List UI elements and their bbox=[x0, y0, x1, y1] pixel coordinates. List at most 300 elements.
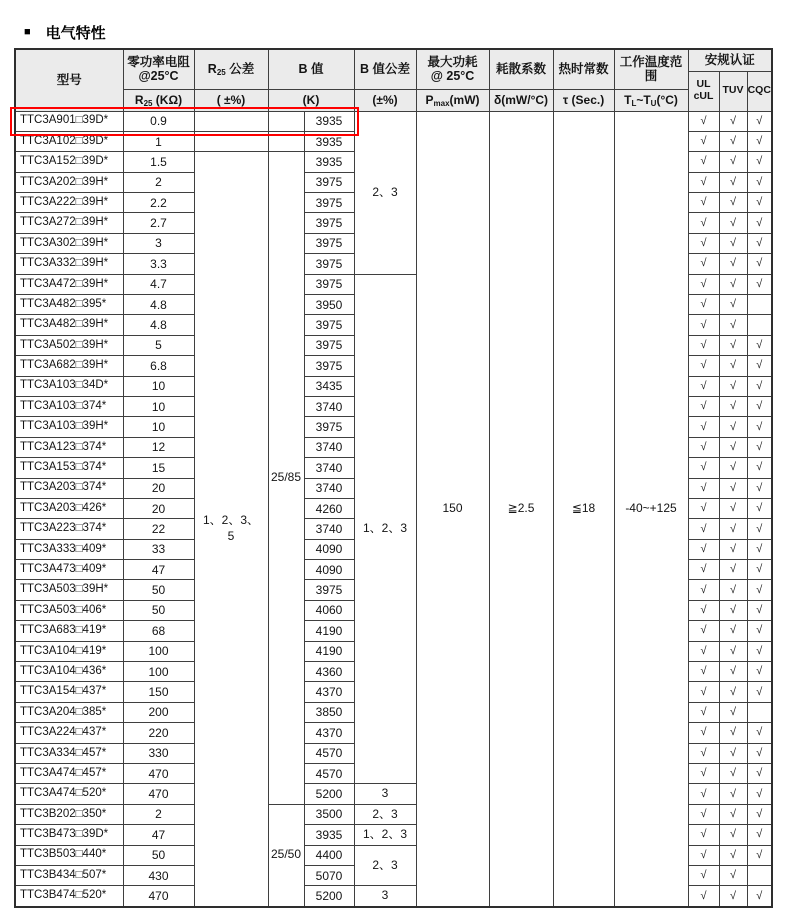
r25-cell: 20 bbox=[123, 478, 194, 498]
tuv-cell: √ bbox=[719, 335, 747, 355]
b-cell: 3975 bbox=[304, 254, 354, 274]
ul-cell: √ bbox=[688, 498, 719, 518]
tuv-cell: √ bbox=[719, 662, 747, 682]
tuv-cell: √ bbox=[719, 437, 747, 457]
cul-line: cUL bbox=[693, 90, 714, 102]
r25_tol-merged-cell bbox=[194, 111, 268, 131]
temp-unit-s1: L bbox=[631, 98, 637, 108]
ul-cell: √ bbox=[688, 274, 719, 294]
b-cell: 5200 bbox=[304, 886, 354, 907]
r25-cell: 1.5 bbox=[123, 152, 194, 172]
r25-cell: 20 bbox=[123, 498, 194, 518]
tuv-cell: √ bbox=[719, 539, 747, 559]
col-header-r25-line1: 零功率电阻 bbox=[127, 54, 190, 69]
cqc-cell: √ bbox=[747, 233, 772, 253]
cqc-cell: √ bbox=[747, 152, 772, 172]
col-header-r25 bbox=[123, 49, 194, 89]
col-header-r25-line2: @25°C bbox=[138, 69, 179, 84]
ul-cell: √ bbox=[688, 662, 719, 682]
r25-cell: 100 bbox=[123, 641, 194, 661]
cqc-cell: √ bbox=[747, 254, 772, 274]
b_tol-merged-cell bbox=[354, 274, 416, 784]
cqc-cell: √ bbox=[747, 335, 772, 355]
r25-cell: 6.8 bbox=[123, 356, 194, 376]
r25-cell: 1 bbox=[123, 131, 194, 151]
tuv-cell: √ bbox=[719, 396, 747, 416]
tuv-cell: √ bbox=[719, 152, 747, 172]
b_tol-value: 1、2、3 bbox=[363, 827, 408, 842]
b_tol-merged-cell bbox=[354, 784, 416, 804]
r25_tol-merged-cell bbox=[194, 131, 268, 151]
b-cell: 3950 bbox=[304, 295, 354, 315]
ul-cell: √ bbox=[688, 519, 719, 539]
r25-cell: 68 bbox=[123, 621, 194, 641]
r25-cell: 220 bbox=[123, 723, 194, 743]
model-cell: TTC3A272□39H* bbox=[15, 213, 123, 233]
r25-cell: 2 bbox=[123, 172, 194, 192]
b_ref-merged-cell bbox=[268, 152, 304, 805]
model-cell: TTC3A503□406* bbox=[15, 600, 123, 620]
r25-cell: 2.2 bbox=[123, 193, 194, 213]
r25-cell: 200 bbox=[123, 702, 194, 722]
r25-cell: 2 bbox=[123, 804, 194, 824]
tuv-cell: √ bbox=[719, 743, 747, 763]
col-header-thermal-time: 热时常数 bbox=[553, 49, 614, 89]
tuv-cell: √ bbox=[719, 417, 747, 437]
b-cell: 3740 bbox=[304, 396, 354, 416]
b-cell: 4090 bbox=[304, 560, 354, 580]
ul-cell: √ bbox=[688, 865, 719, 885]
r25-cell: 10 bbox=[123, 417, 194, 437]
model-cell: TTC3A104□419* bbox=[15, 641, 123, 661]
cqc-cell: √ bbox=[747, 172, 772, 192]
unit-temp-range bbox=[614, 89, 688, 111]
temp-unit-p3: (°C) bbox=[656, 92, 678, 107]
delta-value: ≧2.5 bbox=[507, 500, 535, 515]
b-cell: 5070 bbox=[304, 865, 354, 885]
col-header-r25-tolerance bbox=[194, 49, 268, 89]
model-cell: TTC3B434□507* bbox=[15, 865, 123, 885]
ul-cell: √ bbox=[688, 825, 719, 845]
ul-cell: √ bbox=[688, 417, 719, 437]
ul-cell: √ bbox=[688, 213, 719, 233]
cqc-cell: √ bbox=[747, 600, 772, 620]
b-cell: 3975 bbox=[304, 580, 354, 600]
model-cell: TTC3A333□409* bbox=[15, 539, 123, 559]
r25-cell: 50 bbox=[123, 580, 194, 600]
r25-unit-rest: (KΩ) bbox=[152, 92, 183, 107]
tuv-cell: √ bbox=[719, 213, 747, 233]
b_tol-merged-cell bbox=[354, 825, 416, 845]
b-cell: 3740 bbox=[304, 458, 354, 478]
b_ref-merged-cell bbox=[268, 131, 304, 151]
tuv-cell: √ bbox=[719, 233, 747, 253]
unit-pmax bbox=[416, 89, 489, 111]
col-header-pmax-line1: 最大功耗 bbox=[427, 54, 478, 69]
b-cell: 4400 bbox=[304, 845, 354, 865]
tuv-cell: √ bbox=[719, 865, 747, 885]
r25-cell: 47 bbox=[123, 560, 194, 580]
model-cell: TTC3A682□39H* bbox=[15, 356, 123, 376]
tuv-cell: √ bbox=[719, 519, 747, 539]
r25-tol-label-base: R bbox=[207, 61, 217, 76]
ul-cell: √ bbox=[688, 764, 719, 784]
model-cell: TTC3A482□39H* bbox=[15, 315, 123, 335]
b-cell: 3935 bbox=[304, 111, 354, 131]
cqc-cell: √ bbox=[747, 519, 772, 539]
b_ref-value: 25/85 bbox=[270, 470, 302, 485]
r25-cell: 15 bbox=[123, 458, 194, 478]
temp-unit-p2: ~T bbox=[636, 92, 651, 107]
r25-unit-sub: 25 bbox=[143, 98, 153, 108]
b_tol-merged-cell bbox=[354, 111, 416, 274]
pmax-merged-cell bbox=[416, 111, 489, 907]
ul-cell: √ bbox=[688, 356, 719, 376]
temp-unit-p1: T bbox=[624, 92, 632, 107]
b_tol-value: 3 bbox=[381, 888, 389, 903]
cqc-cell: √ bbox=[747, 641, 772, 661]
cqc-cell: √ bbox=[747, 376, 772, 396]
tuv-cell: √ bbox=[719, 600, 747, 620]
temp-value: -40~+125 bbox=[625, 500, 677, 515]
r25-tol-label-sub: 25 bbox=[216, 67, 226, 77]
r25-cell: 3 bbox=[123, 233, 194, 253]
b-cell: 3500 bbox=[304, 804, 354, 824]
ul-cell: √ bbox=[688, 539, 719, 559]
tuv-cell: √ bbox=[719, 111, 747, 131]
r25-cell: 33 bbox=[123, 539, 194, 559]
b_tol-value: 2、3 bbox=[372, 184, 398, 199]
ul-cell: √ bbox=[688, 233, 719, 253]
model-cell: TTC3A152□39D* bbox=[15, 152, 123, 172]
temp-merged-cell bbox=[614, 111, 688, 907]
table-row bbox=[15, 111, 772, 131]
ul-cell: √ bbox=[688, 845, 719, 865]
col-header-b-tolerance: B 值公差 bbox=[354, 49, 416, 89]
pmax-unit-sub: max bbox=[433, 98, 450, 108]
b-cell: 3975 bbox=[304, 315, 354, 335]
ul-cell: √ bbox=[688, 560, 719, 580]
model-cell: TTC3B503□440* bbox=[15, 845, 123, 865]
tuv-cell: √ bbox=[719, 274, 747, 294]
tuv-cell: √ bbox=[719, 702, 747, 722]
unit-r25-tolerance: ( ±%) bbox=[194, 89, 268, 111]
tuv-cell: √ bbox=[719, 560, 747, 580]
tuv-cell: √ bbox=[719, 295, 747, 315]
ul-cell: √ bbox=[688, 152, 719, 172]
cqc-cell: √ bbox=[747, 213, 772, 233]
r25-cell: 0.9 bbox=[123, 111, 194, 131]
pmax-unit-base: P bbox=[425, 92, 434, 107]
ul-cell: √ bbox=[688, 376, 719, 396]
cqc-cell: √ bbox=[747, 458, 772, 478]
unit-b-value: (K) bbox=[268, 89, 354, 111]
b-cell: 4190 bbox=[304, 621, 354, 641]
delta-merged-cell bbox=[489, 111, 553, 907]
ul-cell: √ bbox=[688, 804, 719, 824]
cqc-cell: √ bbox=[747, 111, 772, 131]
unit-r25 bbox=[123, 89, 194, 111]
col-header-pmax-line2: @ 25°C bbox=[430, 69, 475, 84]
cqc-cell: √ bbox=[747, 478, 772, 498]
r25-unit-base: R bbox=[134, 92, 144, 107]
model-cell: TTC3A683□419* bbox=[15, 621, 123, 641]
cqc-cell bbox=[747, 295, 772, 315]
ul-cell: √ bbox=[688, 437, 719, 457]
ul-cell: √ bbox=[688, 295, 719, 315]
model-cell: TTC3A223□374* bbox=[15, 519, 123, 539]
b-cell: 4190 bbox=[304, 641, 354, 661]
b_tol-merged-cell bbox=[354, 804, 416, 824]
model-cell: TTC3A102□39D* bbox=[15, 131, 123, 151]
b-cell: 3850 bbox=[304, 702, 354, 722]
unit-dissipation: δ(mW/°C) bbox=[489, 89, 553, 111]
b_tol-merged-cell bbox=[354, 886, 416, 907]
ul-line: UL bbox=[696, 78, 711, 91]
tau-value: ≦18 bbox=[571, 500, 596, 515]
cqc-cell: √ bbox=[747, 682, 772, 702]
tuv-cell: √ bbox=[719, 254, 747, 274]
tuv-cell: √ bbox=[719, 845, 747, 865]
model-cell: TTC3A204□385* bbox=[15, 702, 123, 722]
model-cell: TTC3B202□350* bbox=[15, 804, 123, 824]
ul-cell: √ bbox=[688, 478, 719, 498]
b-cell: 3975 bbox=[304, 172, 354, 192]
col-header-certifications: 安规认证 bbox=[688, 49, 772, 71]
b-cell: 3740 bbox=[304, 437, 354, 457]
b-cell: 3740 bbox=[304, 519, 354, 539]
cqc-cell: √ bbox=[747, 417, 772, 437]
col-header-ul-cul bbox=[688, 71, 719, 111]
ul-cell: √ bbox=[688, 723, 719, 743]
model-cell: TTC3B474□520* bbox=[15, 886, 123, 907]
tuv-cell: √ bbox=[719, 498, 747, 518]
tuv-cell: √ bbox=[719, 131, 747, 151]
tuv-cell: √ bbox=[719, 886, 747, 907]
r25-cell: 4.7 bbox=[123, 274, 194, 294]
cqc-cell bbox=[747, 865, 772, 885]
b-cell: 3975 bbox=[304, 233, 354, 253]
cqc-cell: √ bbox=[747, 845, 772, 865]
b-cell: 4260 bbox=[304, 498, 354, 518]
tuv-cell: √ bbox=[719, 764, 747, 784]
model-cell: TTC3A474□520* bbox=[15, 784, 123, 804]
ul-cell: √ bbox=[688, 131, 719, 151]
b-cell: 3975 bbox=[304, 193, 354, 213]
unit-thermal-time: τ (Sec.) bbox=[553, 89, 614, 111]
cqc-cell: √ bbox=[747, 764, 772, 784]
model-cell: TTC3A154□437* bbox=[15, 682, 123, 702]
r25_tol-value: 1、2、3、5 bbox=[202, 513, 260, 543]
cqc-cell: √ bbox=[747, 193, 772, 213]
tuv-cell: √ bbox=[719, 458, 747, 478]
tuv-cell: √ bbox=[719, 478, 747, 498]
cqc-cell: √ bbox=[747, 784, 772, 804]
r25-cell: 5 bbox=[123, 335, 194, 355]
col-header-model: 型号 bbox=[15, 49, 123, 111]
tuv-cell: √ bbox=[719, 315, 747, 335]
pmax-unit-rest: (mW) bbox=[449, 92, 480, 107]
cqc-cell: √ bbox=[747, 396, 772, 416]
ul-cell: √ bbox=[688, 621, 719, 641]
header-row-units bbox=[15, 89, 772, 111]
ul-cell: √ bbox=[688, 886, 719, 907]
tuv-cell: √ bbox=[719, 641, 747, 661]
model-cell: TTC3A502□39H* bbox=[15, 335, 123, 355]
b_tol-value: 1、2、3 bbox=[363, 521, 408, 536]
r25-cell: 12 bbox=[123, 437, 194, 457]
r25-cell: 150 bbox=[123, 682, 194, 702]
cqc-cell: √ bbox=[747, 886, 772, 907]
ul-cell: √ bbox=[688, 193, 719, 213]
model-cell: TTC3A153□374* bbox=[15, 458, 123, 478]
r25-cell: 10 bbox=[123, 396, 194, 416]
model-cell: TTC3A472□39H* bbox=[15, 274, 123, 294]
b_tol-value: 2、3 bbox=[372, 806, 398, 821]
ul-cell: √ bbox=[688, 396, 719, 416]
cqc-cell: √ bbox=[747, 356, 772, 376]
r25-tol-label-rest: 公差 bbox=[225, 61, 255, 76]
b-cell: 4360 bbox=[304, 662, 354, 682]
r25-cell: 330 bbox=[123, 743, 194, 763]
ul-cell: √ bbox=[688, 600, 719, 620]
tuv-cell: √ bbox=[719, 784, 747, 804]
col-header-cqc: CQC bbox=[747, 71, 772, 111]
ul-cell: √ bbox=[688, 254, 719, 274]
cqc-cell: √ bbox=[747, 804, 772, 824]
ul-cell: √ bbox=[688, 315, 719, 335]
b-cell: 3740 bbox=[304, 478, 354, 498]
model-cell: TTC3A334□457* bbox=[15, 743, 123, 763]
model-cell: TTC3A203□374* bbox=[15, 478, 123, 498]
r25_tol-merged-cell bbox=[194, 152, 268, 907]
r25-cell: 10 bbox=[123, 376, 194, 396]
tuv-cell: √ bbox=[719, 172, 747, 192]
temp-unit-s2: U bbox=[650, 98, 657, 108]
b_ref-merged-cell bbox=[268, 804, 304, 906]
b-cell: 4570 bbox=[304, 743, 354, 763]
section-title-text: 电气特性 bbox=[45, 24, 106, 42]
model-cell: TTC3A203□426* bbox=[15, 498, 123, 518]
cqc-cell: √ bbox=[747, 437, 772, 457]
model-cell: TTC3A473□409* bbox=[15, 560, 123, 580]
b_tol-value: 3 bbox=[381, 786, 389, 801]
model-cell: TTC3A503□39H* bbox=[15, 580, 123, 600]
pmax-value: 150 bbox=[442, 500, 463, 515]
b-cell: 3975 bbox=[304, 213, 354, 233]
ul-cell: √ bbox=[688, 335, 719, 355]
b-cell: 4570 bbox=[304, 764, 354, 784]
r25-cell: 430 bbox=[123, 865, 194, 885]
r25-cell: 470 bbox=[123, 886, 194, 907]
r25-cell: 4.8 bbox=[123, 295, 194, 315]
ul-cell: √ bbox=[688, 743, 719, 763]
col-header-pmax bbox=[416, 49, 489, 89]
r25-cell: 4.8 bbox=[123, 315, 194, 335]
r25-cell: 2.7 bbox=[123, 213, 194, 233]
section-bullet-icon: ■ bbox=[24, 25, 31, 38]
unit-b-tolerance: (±%) bbox=[354, 89, 416, 111]
b-cell: 5200 bbox=[304, 784, 354, 804]
cqc-cell: √ bbox=[747, 825, 772, 845]
cqc-cell: √ bbox=[747, 743, 772, 763]
section-title bbox=[24, 22, 106, 42]
ul-cell: √ bbox=[688, 172, 719, 192]
b-cell: 4370 bbox=[304, 682, 354, 702]
cqc-cell: √ bbox=[747, 131, 772, 151]
cqc-cell: √ bbox=[747, 662, 772, 682]
ul-cell: √ bbox=[688, 682, 719, 702]
header-row-main bbox=[15, 49, 772, 71]
tuv-cell: √ bbox=[719, 356, 747, 376]
b-cell: 3975 bbox=[304, 356, 354, 376]
cqc-cell bbox=[747, 315, 772, 335]
b_ref-value: 25/50 bbox=[270, 847, 302, 862]
col-header-tuv: TUV bbox=[719, 71, 747, 111]
b_ref-merged-cell bbox=[268, 111, 304, 131]
r25-cell: 47 bbox=[123, 825, 194, 845]
ul-cell: √ bbox=[688, 458, 719, 478]
cqc-cell bbox=[747, 702, 772, 722]
r25-cell: 3.3 bbox=[123, 254, 194, 274]
b-cell: 4370 bbox=[304, 723, 354, 743]
model-cell: TTC3A482□395* bbox=[15, 295, 123, 315]
model-cell: TTC3A104□436* bbox=[15, 662, 123, 682]
model-cell: TTC3A222□39H* bbox=[15, 193, 123, 213]
b-cell: 3935 bbox=[304, 152, 354, 172]
r25-cell: 470 bbox=[123, 784, 194, 804]
col-header-dissipation: 耗散系数 bbox=[489, 49, 553, 89]
model-cell: TTC3A901□39D* bbox=[15, 111, 123, 131]
b-cell: 4090 bbox=[304, 539, 354, 559]
r25-cell: 22 bbox=[123, 519, 194, 539]
b-cell: 3975 bbox=[304, 274, 354, 294]
model-cell: TTC3A202□39H* bbox=[15, 172, 123, 192]
b-cell: 3975 bbox=[304, 335, 354, 355]
ul-cell: √ bbox=[688, 580, 719, 600]
model-cell: TTC3A224□437* bbox=[15, 723, 123, 743]
model-cell: TTC3B473□39D* bbox=[15, 825, 123, 845]
cqc-cell: √ bbox=[747, 498, 772, 518]
cqc-cell: √ bbox=[747, 621, 772, 641]
tuv-cell: √ bbox=[719, 825, 747, 845]
tau-merged-cell bbox=[553, 111, 614, 907]
cqc-cell: √ bbox=[747, 560, 772, 580]
b-cell: 3435 bbox=[304, 376, 354, 396]
ul-cell: √ bbox=[688, 784, 719, 804]
col-header-temp-range: 工作温度范围 bbox=[614, 49, 688, 89]
col-header-b-value: B 值 bbox=[268, 49, 354, 89]
ul-cell: √ bbox=[688, 641, 719, 661]
model-cell: TTC3A103□374* bbox=[15, 396, 123, 416]
b-cell: 3975 bbox=[304, 417, 354, 437]
r25-cell: 50 bbox=[123, 845, 194, 865]
cqc-cell: √ bbox=[747, 580, 772, 600]
tuv-cell: √ bbox=[719, 580, 747, 600]
tuv-cell: √ bbox=[719, 621, 747, 641]
cqc-cell: √ bbox=[747, 274, 772, 294]
r25-cell: 50 bbox=[123, 600, 194, 620]
b-cell: 4060 bbox=[304, 600, 354, 620]
ul-cell: √ bbox=[688, 702, 719, 722]
cqc-cell: √ bbox=[747, 539, 772, 559]
b_tol-merged-cell bbox=[354, 845, 416, 886]
b_tol-value: 2、3 bbox=[372, 857, 398, 872]
tuv-cell: √ bbox=[719, 682, 747, 702]
tuv-cell: √ bbox=[719, 723, 747, 743]
r25-cell: 100 bbox=[123, 662, 194, 682]
b-cell: 3935 bbox=[304, 825, 354, 845]
